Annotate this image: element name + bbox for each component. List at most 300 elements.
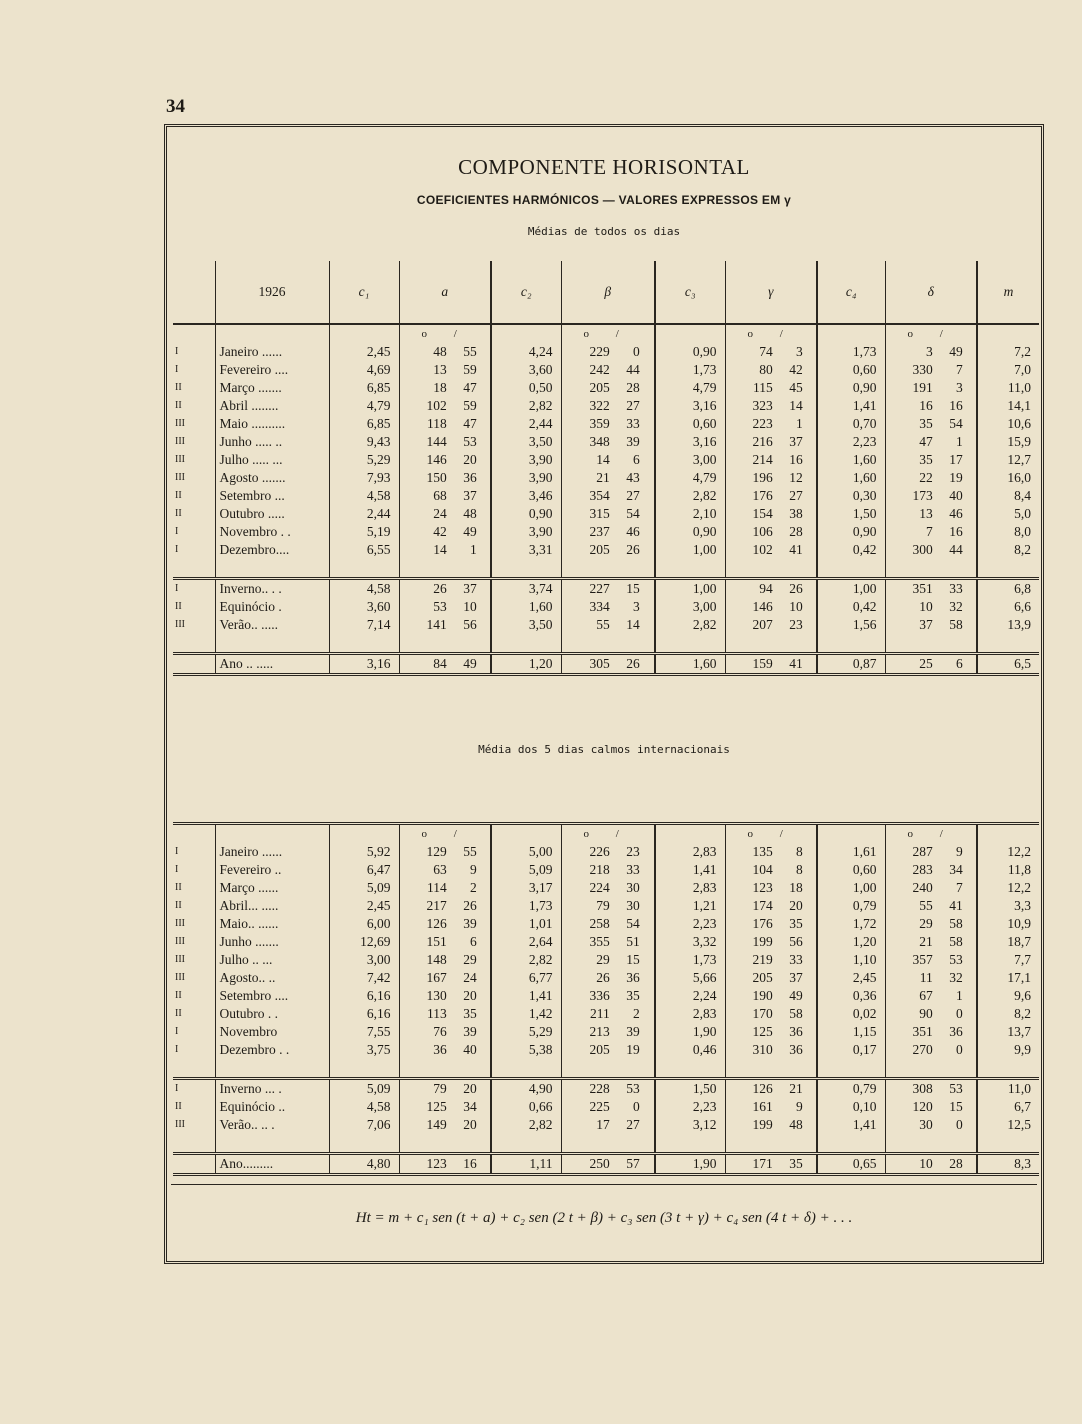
delta-value-minutes: 49 <box>949 344 963 359</box>
season-numeral: I <box>175 364 179 375</box>
blank-cell <box>329 559 399 579</box>
beta-value-minutes: 0 <box>633 1099 640 1114</box>
beta-value-minutes: 27 <box>626 398 640 413</box>
gamma-value-degrees: 74 <box>759 344 773 359</box>
c3-value: 2,83 <box>655 879 725 897</box>
delta-value <box>885 451 977 469</box>
blank-cell <box>215 324 329 343</box>
beta-value-minutes: 3 <box>633 599 640 614</box>
month-row <box>173 1023 1039 1041</box>
c2-value: 3,46 <box>491 487 561 505</box>
c2-value: 1,60 <box>491 598 561 616</box>
period-name: Maio .......... <box>215 415 329 433</box>
c1-value: 3,60 <box>329 598 399 616</box>
delta-value <box>885 1154 977 1175</box>
month-row <box>173 505 1039 523</box>
alpha-value <box>399 343 491 361</box>
alpha-value-minutes: 34 <box>463 1099 477 1114</box>
c1-value: 5,09 <box>329 879 399 897</box>
period-name: Agosto ....... <box>215 469 329 487</box>
c2-value: 1,20 <box>491 654 561 675</box>
season-numeral: II <box>175 1008 182 1019</box>
beta-value <box>561 523 655 541</box>
gamma-column-header: γ <box>725 261 817 324</box>
gamma-value-degrees: 176 <box>752 916 773 931</box>
section1-note: Médias de todos os dias <box>527 225 681 238</box>
c4-value: 0,30 <box>817 487 885 505</box>
beta-value-degrees: 354 <box>589 488 610 503</box>
m-value: 6,7 <box>977 1098 1039 1116</box>
delta-value-degrees: 287 <box>912 844 933 859</box>
c1-value: 4,58 <box>329 487 399 505</box>
blank-cell <box>817 1134 885 1154</box>
c2-column-header: c₂ <box>491 261 561 324</box>
beta-value-minutes: 30 <box>626 880 640 895</box>
delta-value-minutes: 32 <box>949 599 963 614</box>
c1-value: 5,19 <box>329 523 399 541</box>
alpha-value <box>399 897 491 915</box>
month-row <box>173 415 1039 433</box>
beta-value-degrees: 229 <box>589 344 610 359</box>
delta-value <box>885 361 977 379</box>
blank-cell <box>655 324 725 343</box>
c1-value: 7,06 <box>329 1116 399 1134</box>
blank-cell <box>655 559 725 579</box>
blank-cell <box>329 1134 399 1154</box>
gamma-value-minutes: 9 <box>796 1099 803 1114</box>
month-row <box>173 433 1039 451</box>
c3-value: 1,73 <box>655 361 725 379</box>
alpha-value <box>399 523 491 541</box>
alpha-value-minutes: 55 <box>463 844 477 859</box>
alpha-value-degrees: 141 <box>426 617 447 632</box>
blank-cell <box>491 324 561 343</box>
delta-value-minutes: 34 <box>949 862 963 877</box>
delta-value-degrees: 55 <box>919 898 933 913</box>
delta-value-minutes: 19 <box>949 470 963 485</box>
season-numeral <box>173 1154 215 1175</box>
beta-value-minutes: 36 <box>626 970 640 985</box>
m-value: 8,4 <box>977 487 1039 505</box>
gamma-value <box>725 1005 817 1023</box>
period-name: Maio.. ...... <box>215 915 329 933</box>
season-numeral: III <box>175 418 185 429</box>
beta-value <box>561 598 655 616</box>
blank-cell <box>977 559 1039 579</box>
degree-minute-marks: o / <box>725 824 817 844</box>
beta-value-minutes: 0 <box>633 344 640 359</box>
blank-cell <box>399 1059 491 1079</box>
gamma-value <box>725 861 817 879</box>
delta-value <box>885 969 977 987</box>
delta-value-minutes: 58 <box>949 934 963 949</box>
delta-value-degrees: 35 <box>919 416 933 431</box>
c4-value: 1,15 <box>817 1023 885 1041</box>
delta-value-minutes: 7 <box>956 880 963 895</box>
season-numeral: II <box>175 400 182 411</box>
beta-value <box>561 469 655 487</box>
c1-value: 6,16 <box>329 987 399 1005</box>
beta-value <box>561 969 655 987</box>
separator-row <box>173 1134 1039 1154</box>
c4-value: 0,79 <box>817 1079 885 1099</box>
delta-value-minutes: 1 <box>956 988 963 1003</box>
year-row <box>173 1154 1039 1175</box>
gamma-value-minutes: 37 <box>789 970 803 985</box>
gamma-value-minutes: 58 <box>789 1006 803 1021</box>
alpha-value <box>399 397 491 415</box>
c3-value: 4,79 <box>655 469 725 487</box>
alpha-value <box>399 1041 491 1059</box>
gamma-value <box>725 843 817 861</box>
c4-value: 1,50 <box>817 505 885 523</box>
delta-value <box>885 487 977 505</box>
gamma-value-minutes: 35 <box>789 1156 803 1171</box>
blank-cell <box>329 324 399 343</box>
alpha-value <box>399 598 491 616</box>
month-row <box>173 523 1039 541</box>
c1-value: 6,16 <box>329 1005 399 1023</box>
c2-value: 1,01 <box>491 915 561 933</box>
c3-value: 0,90 <box>655 523 725 541</box>
c2-value: 2,82 <box>491 1116 561 1134</box>
gamma-value <box>725 469 817 487</box>
m-value: 6,5 <box>977 654 1039 675</box>
year-row <box>173 654 1039 675</box>
alpha-value-minutes: 37 <box>463 581 477 596</box>
alpha-value <box>399 379 491 397</box>
gamma-value <box>725 897 817 915</box>
gamma-value-degrees: 125 <box>752 1024 773 1039</box>
season-numeral <box>173 654 215 675</box>
c2-value: 0,50 <box>491 379 561 397</box>
c2-value: 1,41 <box>491 987 561 1005</box>
month-row <box>173 451 1039 469</box>
season-numeral: III <box>175 954 185 965</box>
alpha-value <box>399 1023 491 1041</box>
alpha-value <box>399 879 491 897</box>
m-value: 9,6 <box>977 987 1039 1005</box>
c4-value: 1,61 <box>817 843 885 861</box>
c3-value: 5,66 <box>655 969 725 987</box>
c4-value: 2,45 <box>817 969 885 987</box>
period-name: Inverno.. . . <box>215 579 329 599</box>
c2-value: 3,60 <box>491 361 561 379</box>
c4-value: 0,60 <box>817 361 885 379</box>
alpha-value <box>399 1098 491 1116</box>
season-numeral: II <box>175 900 182 911</box>
beta-value-degrees: 315 <box>589 506 610 521</box>
gamma-value-minutes: 10 <box>789 599 803 614</box>
delta-value-minutes: 40 <box>949 488 963 503</box>
season-numeral: III <box>175 619 185 630</box>
alpha-value-minutes: 36 <box>463 470 477 485</box>
alpha-value-degrees: 102 <box>426 398 447 413</box>
gamma-value <box>725 451 817 469</box>
c2-value: 1,73 <box>491 897 561 915</box>
delta-value-degrees: 25 <box>919 656 933 671</box>
blank-cell <box>977 324 1039 343</box>
c1-value: 4,58 <box>329 579 399 599</box>
degree-minute-marks: o / <box>561 824 655 844</box>
beta-value-minutes: 30 <box>626 898 640 913</box>
delta-value-minutes: 9 <box>956 844 963 859</box>
delta-value-degrees: 7 <box>926 524 933 539</box>
m-value: 11,0 <box>977 1079 1039 1099</box>
month-row <box>173 1005 1039 1023</box>
delta-value <box>885 541 977 559</box>
blank-cell <box>491 824 561 844</box>
alpha-value-degrees: 217 <box>426 898 447 913</box>
gamma-value-minutes: 8 <box>796 844 803 859</box>
gamma-value <box>725 1079 817 1099</box>
beta-value-minutes: 14 <box>626 617 640 632</box>
gamma-value <box>725 1023 817 1041</box>
month-row <box>173 933 1039 951</box>
blank-cell <box>329 1059 399 1079</box>
delta-value-degrees: 10 <box>919 1156 933 1171</box>
c4-value: 0,65 <box>817 1154 885 1175</box>
delta-value <box>885 987 977 1005</box>
c2-value: 3,50 <box>491 433 561 451</box>
m-value: 10,9 <box>977 915 1039 933</box>
gamma-value-degrees: 126 <box>752 1081 773 1096</box>
gamma-value-degrees: 161 <box>752 1099 773 1114</box>
delta-value <box>885 433 977 451</box>
delta-value <box>885 505 977 523</box>
alpha-value-degrees: 26 <box>433 581 447 596</box>
blank-cell <box>725 634 817 654</box>
c3-value: 1,73 <box>655 951 725 969</box>
gamma-value-minutes: 8 <box>796 862 803 877</box>
period-name: Abril ........ <box>215 397 329 415</box>
m-value: 16,0 <box>977 469 1039 487</box>
c4-value: 1,56 <box>817 616 885 634</box>
blank-cell <box>885 634 977 654</box>
delta-value-minutes: 54 <box>949 416 963 431</box>
alpha-value <box>399 361 491 379</box>
season-numeral: III <box>175 472 185 483</box>
c1-value: 4,79 <box>329 397 399 415</box>
period-name: Equinócio .. <box>215 1098 329 1116</box>
alpha-value <box>399 861 491 879</box>
beta-value-minutes: 44 <box>626 362 640 377</box>
beta-value-degrees: 226 <box>589 844 610 859</box>
c1-value: 5,29 <box>329 451 399 469</box>
blank-cell <box>817 824 885 844</box>
c4-value: 0,42 <box>817 598 885 616</box>
alpha-value-minutes: 29 <box>463 952 477 967</box>
alpha-value-degrees: 13 <box>433 362 447 377</box>
beta-value-degrees: 224 <box>589 880 610 895</box>
gamma-value-minutes: 49 <box>789 988 803 1003</box>
c3-value: 2,83 <box>655 1005 725 1023</box>
m-value: 12,2 <box>977 843 1039 861</box>
c3-value: 2,24 <box>655 987 725 1005</box>
delta-value <box>885 469 977 487</box>
alpha-value-minutes: 24 <box>463 970 477 985</box>
gamma-value <box>725 541 817 559</box>
alpha-value-degrees: 48 <box>433 344 447 359</box>
beta-value <box>561 915 655 933</box>
alpha-value-degrees: 125 <box>426 1099 447 1114</box>
blank-cell <box>215 824 329 844</box>
gamma-value-degrees: 207 <box>752 617 773 632</box>
beta-value <box>561 487 655 505</box>
gamma-value-degrees: 196 <box>752 470 773 485</box>
delta-value-minutes: 33 <box>949 581 963 596</box>
alpha-value <box>399 654 491 675</box>
c1-value: 5,09 <box>329 1079 399 1099</box>
period-name: Novembro <box>215 1023 329 1041</box>
c3-value: 2,23 <box>655 915 725 933</box>
alpha-value-degrees: 68 <box>433 488 447 503</box>
c4-value: 0,79 <box>817 897 885 915</box>
c4-value: 1,41 <box>817 1116 885 1134</box>
c2-value: 5,00 <box>491 843 561 861</box>
alpha-value-degrees: 114 <box>427 880 447 895</box>
separator-row <box>173 634 1039 654</box>
delta-value-degrees: 13 <box>919 506 933 521</box>
m-value: 8,2 <box>977 541 1039 559</box>
degree-minute-marks: o / <box>399 324 491 343</box>
alpha-value-degrees: 146 <box>426 452 447 467</box>
beta-value <box>561 415 655 433</box>
period-name: Janeiro ...... <box>215 843 329 861</box>
period-name: Ano .. ..... <box>215 654 329 675</box>
alpha-value-minutes: 48 <box>463 506 477 521</box>
alpha-value-minutes: 53 <box>463 434 477 449</box>
m-value: 6,6 <box>977 598 1039 616</box>
c2-value: 0,66 <box>491 1098 561 1116</box>
beta-value-minutes: 2 <box>633 1006 640 1021</box>
c3-value: 0,90 <box>655 343 725 361</box>
separator-row <box>173 559 1039 579</box>
c4-value: 0,90 <box>817 523 885 541</box>
c1-value: 6,85 <box>329 379 399 397</box>
blank-cell <box>977 824 1039 844</box>
c4-value: 1,00 <box>817 879 885 897</box>
alpha-value-minutes: 35 <box>463 1006 477 1021</box>
delta-value <box>885 1041 977 1059</box>
delta-value-degrees: 22 <box>919 470 933 485</box>
c4-column-header: c₄ <box>817 261 885 324</box>
m-value: 17,1 <box>977 969 1039 987</box>
beta-value <box>561 397 655 415</box>
gamma-value-degrees: 216 <box>752 434 773 449</box>
blank-cell <box>399 634 491 654</box>
blank-cell <box>655 824 725 844</box>
beta-value-minutes: 26 <box>626 656 640 671</box>
c3-value: 3,16 <box>655 397 725 415</box>
delta-value <box>885 915 977 933</box>
month-row <box>173 487 1039 505</box>
gamma-value <box>725 933 817 951</box>
beta-value <box>561 1079 655 1099</box>
m-value: 8,3 <box>977 1154 1039 1175</box>
alpha-value-minutes: 49 <box>463 656 477 671</box>
gamma-value-minutes: 14 <box>789 398 803 413</box>
blank-cell <box>885 559 977 579</box>
delta-value <box>885 654 977 675</box>
alpha-value-degrees: 79 <box>433 1081 447 1096</box>
gamma-value-degrees: 174 <box>752 898 773 913</box>
gamma-value <box>725 397 817 415</box>
month-row <box>173 1041 1039 1059</box>
delta-value-degrees: 191 <box>912 380 933 395</box>
blank-cell <box>561 634 655 654</box>
gamma-value-degrees: 115 <box>753 380 773 395</box>
blank-cell <box>561 1134 655 1154</box>
gamma-value-minutes: 45 <box>789 380 803 395</box>
alpha-value <box>399 1154 491 1175</box>
beta-value <box>561 616 655 634</box>
c2-value: 4,90 <box>491 1079 561 1099</box>
c1-value: 9,43 <box>329 433 399 451</box>
gamma-value <box>725 579 817 599</box>
delta-value-minutes: 46 <box>949 506 963 521</box>
period-name: Ano......... <box>215 1154 329 1175</box>
alpha-value <box>399 451 491 469</box>
alpha-value-degrees: 76 <box>433 1024 447 1039</box>
beta-value-minutes: 39 <box>626 434 640 449</box>
season-numeral: III <box>175 972 185 983</box>
c3-value: 3,00 <box>655 451 725 469</box>
delta-value-minutes: 16 <box>949 398 963 413</box>
gamma-value-degrees: 135 <box>752 844 773 859</box>
c4-value: 1,60 <box>817 451 885 469</box>
season-numeral: I <box>175 1026 179 1037</box>
m-value: 8,2 <box>977 1005 1039 1023</box>
c3-value: 4,79 <box>655 379 725 397</box>
gamma-value-minutes: 12 <box>789 470 803 485</box>
delta-value <box>885 879 977 897</box>
c3-value: 0,60 <box>655 415 725 433</box>
degree-minute-marks: o / <box>885 824 977 844</box>
unit-row <box>173 824 1039 844</box>
c4-value: 1,73 <box>817 343 885 361</box>
gamma-value <box>725 487 817 505</box>
c1-value: 7,14 <box>329 616 399 634</box>
gamma-value <box>725 415 817 433</box>
delta-value <box>885 415 977 433</box>
table-frame <box>164 124 1044 1264</box>
beta-value <box>561 343 655 361</box>
alpha-value-degrees: 150 <box>426 470 447 485</box>
beta-value-minutes: 28 <box>626 380 640 395</box>
c3-value: 2,83 <box>655 843 725 861</box>
c2-value: 5,38 <box>491 1041 561 1059</box>
roman-column-header <box>173 261 215 324</box>
beta-value <box>561 861 655 879</box>
season-row <box>173 579 1039 599</box>
beta-value-minutes: 33 <box>626 416 640 431</box>
alpha-value <box>399 469 491 487</box>
alpha-value-minutes: 39 <box>463 1024 477 1039</box>
blank-cell <box>885 1059 977 1079</box>
alpha-value <box>399 616 491 634</box>
gamma-value-degrees: 219 <box>752 952 773 967</box>
c1-value: 2,45 <box>329 343 399 361</box>
season-numeral: III <box>175 936 185 947</box>
blank-cell <box>215 559 329 579</box>
beta-value <box>561 1154 655 1175</box>
season-numeral: II <box>175 382 182 393</box>
beta-value-minutes: 6 <box>633 452 640 467</box>
gamma-value <box>725 969 817 987</box>
beta-value <box>561 1023 655 1041</box>
month-row <box>173 897 1039 915</box>
